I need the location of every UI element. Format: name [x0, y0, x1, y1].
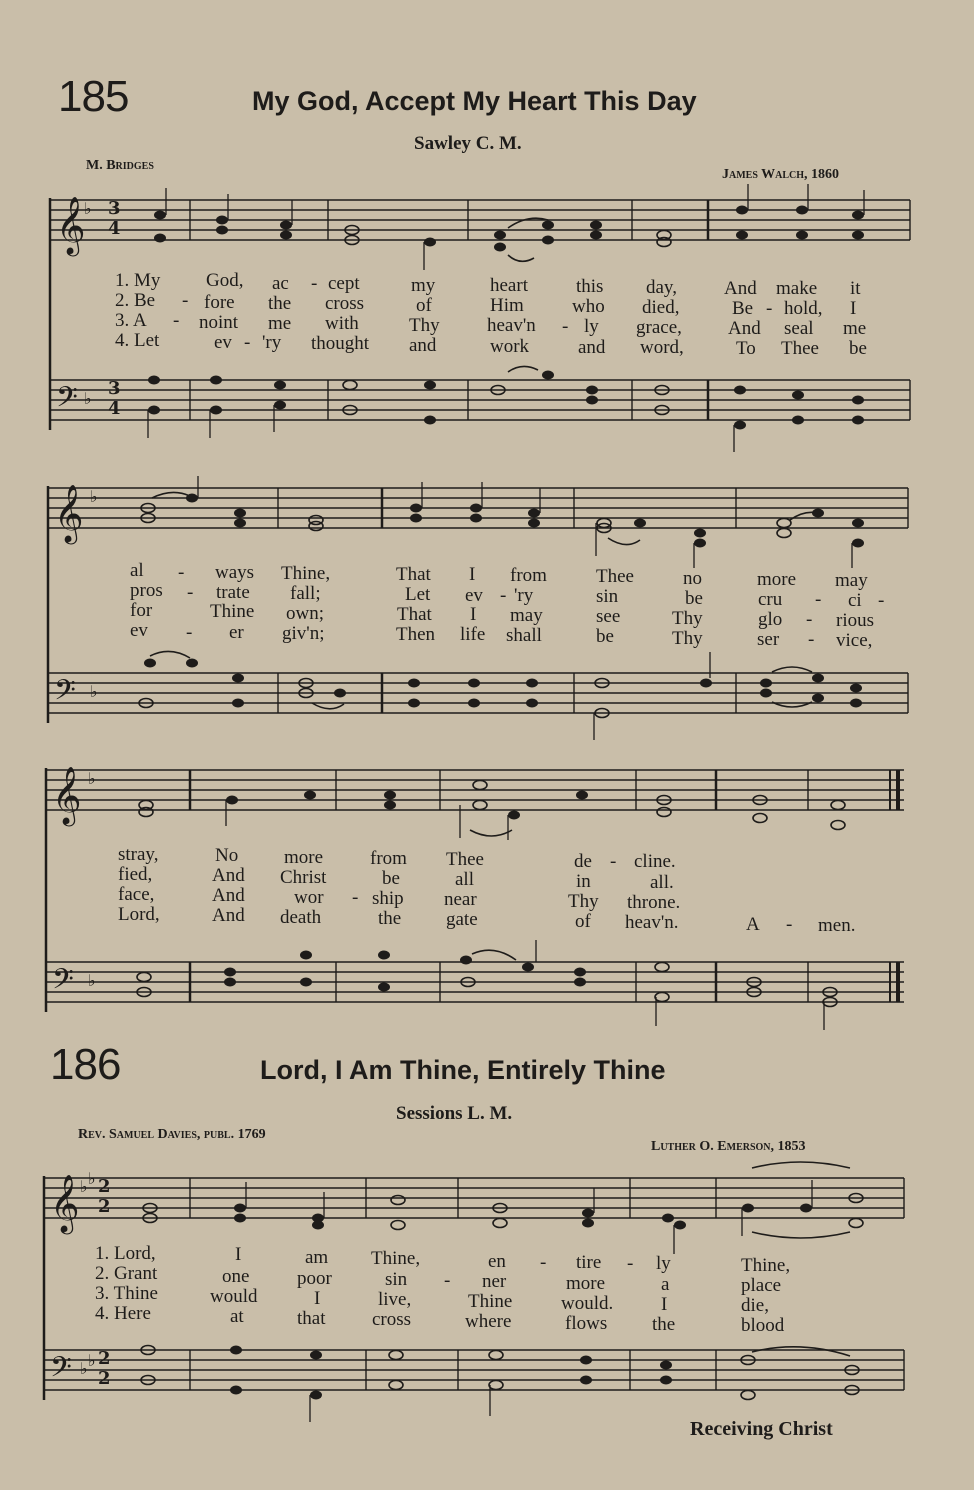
lyric: ac — [272, 273, 289, 294]
hymn-185-composer: James Walch, 1860 — [722, 167, 840, 182]
lyric: - — [610, 851, 617, 872]
lyric: and — [578, 337, 606, 358]
lyric: near — [444, 889, 477, 910]
lyric: fied, — [118, 864, 153, 885]
svg-text:♭: ♭ — [88, 971, 96, 990]
lyric: Thine, — [371, 1248, 421, 1269]
lyric: Thy — [672, 608, 703, 629]
svg-text:2: 2 — [98, 1348, 111, 1369]
lyric: Thee — [781, 338, 819, 359]
lyric: - — [500, 585, 507, 606]
lyric: of — [575, 911, 591, 932]
lyric: place — [741, 1275, 782, 1296]
hymn-185-title: My God, Accept My Heart This Day — [252, 86, 697, 116]
svg-text:♭: ♭ — [84, 199, 92, 218]
lyric: 1. Lord, — [95, 1243, 156, 1264]
lyric: cru — [758, 589, 783, 610]
lyric: I — [314, 1288, 321, 1309]
lyric: where — [465, 1311, 512, 1332]
lyric: 3. Thine — [95, 1283, 158, 1304]
lyric: may — [835, 570, 868, 591]
lyric: at — [230, 1306, 244, 1327]
svg-text:♭: ♭ — [80, 1177, 88, 1196]
lyric: - — [815, 589, 822, 610]
lyric: fall; — [290, 583, 321, 604]
lyric: in — [576, 871, 591, 892]
lyric: be — [849, 338, 867, 359]
lyric: 'ry — [262, 332, 282, 353]
lyric: ly — [656, 1253, 671, 1274]
lyric: hold, — [784, 298, 823, 319]
svg-text:3: 3 — [108, 198, 121, 219]
lyric: stray, — [118, 844, 159, 865]
lyric: word, — [640, 337, 684, 358]
lyric: A — [746, 914, 760, 935]
lyric: gate — [446, 909, 478, 930]
lyric: ci — [848, 590, 862, 611]
lyric: be — [685, 588, 703, 609]
lyric: face, — [118, 884, 155, 905]
lyric: would. — [561, 1293, 614, 1314]
lyric: er — [229, 622, 244, 643]
lyric: ev — [214, 332, 232, 353]
lyric: ser — [757, 629, 780, 650]
lyric: - — [187, 582, 194, 603]
svg-text:4: 4 — [108, 218, 121, 239]
lyric: heart — [490, 275, 528, 296]
lyric: - — [182, 290, 189, 311]
lyric: - — [186, 622, 193, 643]
svg-text:♭: ♭ — [90, 682, 98, 701]
lyric: ly — [584, 316, 599, 337]
lyric: glo — [758, 609, 783, 630]
lyric: no — [683, 568, 702, 589]
lyric: see — [596, 606, 621, 627]
hymn-186-author: Rev. Samuel Davies, publ. 1769 — [78, 1127, 266, 1142]
lyric: more — [284, 847, 324, 868]
lyric: cross — [372, 1309, 412, 1330]
lyric: all — [455, 869, 474, 890]
lyric: - — [627, 1253, 634, 1274]
lyric: thought — [311, 333, 370, 354]
lyric: may — [510, 605, 543, 626]
svg-text:4: 4 — [108, 398, 121, 419]
lyric: tire — [576, 1252, 602, 1273]
lyric: 1. My — [115, 270, 161, 291]
lyric: ner — [482, 1271, 507, 1292]
lyric: giv'n; — [282, 623, 325, 644]
lyric: 4. Here — [95, 1303, 151, 1324]
lyric: Thine, — [741, 1255, 791, 1276]
lyric: Thine, — [281, 563, 331, 584]
lyric: this — [576, 276, 604, 297]
svg-text:𝄞: 𝄞 — [50, 1174, 80, 1232]
hymn-185-number: 185 — [58, 72, 129, 121]
lyric: with — [325, 313, 359, 334]
lyric: I — [469, 564, 476, 585]
lyric: flows — [565, 1313, 608, 1334]
lyric: heav'n — [487, 315, 536, 336]
lyric: poor — [297, 1268, 332, 1289]
svg-text:𝄢: 𝄢 — [52, 963, 74, 1003]
svg-text:♭: ♭ — [88, 1169, 96, 1188]
lyric: am — [305, 1247, 329, 1268]
lyric: more — [566, 1273, 606, 1294]
svg-text:♭: ♭ — [90, 487, 98, 506]
lyric: pros — [130, 580, 163, 601]
lyric: fore — [204, 292, 235, 313]
hymn-186-title: Lord, I Am Thine, Entirely Thine — [260, 1055, 666, 1085]
lyric: - — [444, 1270, 451, 1291]
lyric: al — [130, 560, 144, 581]
lyric: that — [297, 1308, 326, 1329]
lyric: death — [280, 907, 322, 928]
lyric: one — [222, 1266, 250, 1287]
lyric: throne. — [627, 892, 681, 913]
lyric: - — [878, 590, 885, 611]
lyric: ev — [130, 620, 148, 641]
lyric: Him — [490, 295, 524, 316]
section-footer: Receiving Christ — [690, 1418, 833, 1440]
hymn-186-composer: Luther O. Emerson, 1853 — [651, 1139, 806, 1154]
lyric: wor — [294, 887, 324, 908]
lyric: And — [212, 865, 245, 886]
lyric: To — [736, 338, 756, 359]
lyric: en — [488, 1251, 506, 1272]
lyric: 'ry — [514, 585, 534, 606]
lyric: God, — [206, 270, 244, 291]
lyric: make — [776, 278, 818, 299]
lyric: for — [130, 600, 153, 621]
lyric: 2. Grant — [95, 1263, 158, 1284]
lyric: 3. A — [115, 310, 147, 331]
lyric: the — [652, 1314, 676, 1335]
lyric: - — [808, 629, 815, 650]
svg-text:2: 2 — [98, 1368, 111, 1389]
lyric: me — [268, 313, 292, 334]
lyric: cline. — [634, 851, 676, 872]
lyric: men. — [818, 915, 856, 936]
lyric: seal — [784, 318, 814, 339]
lyric: That — [396, 564, 431, 585]
lyric: Be — [732, 298, 754, 319]
lyric: and — [409, 335, 437, 356]
lyric: - — [786, 914, 793, 935]
lyric: Thine — [468, 1291, 513, 1312]
svg-text:♭: ♭ — [88, 1351, 96, 1370]
lyric: And — [212, 885, 245, 906]
svg-text:𝄢: 𝄢 — [56, 381, 78, 421]
svg-text:2: 2 — [98, 1196, 111, 1217]
lyric: who — [572, 296, 605, 317]
lyric: it — [850, 278, 861, 299]
lyric: I — [661, 1294, 668, 1315]
lyric: a — [661, 1274, 670, 1295]
hymn-185-author: M. Bridges — [86, 158, 154, 173]
lyric: shall — [506, 625, 542, 646]
lyric: No — [215, 845, 239, 866]
lyric: the — [378, 908, 402, 929]
lyric: life — [460, 624, 486, 645]
svg-text:♭: ♭ — [84, 389, 92, 408]
lyric: I — [470, 604, 477, 625]
lyric: - — [562, 316, 569, 337]
lyric: died, — [642, 297, 680, 318]
lyric: - — [244, 332, 251, 353]
lyric: Then — [396, 624, 436, 645]
lyric: would — [210, 1286, 258, 1307]
lyric: more — [757, 569, 797, 590]
lyric: - — [766, 298, 773, 319]
lyric: 4. Let — [115, 330, 160, 351]
lyric: Thy — [672, 628, 703, 649]
lyric: I — [235, 1244, 242, 1265]
lyric: of — [416, 295, 432, 316]
lyric: That — [397, 604, 432, 625]
svg-text:♭: ♭ — [80, 1359, 88, 1378]
lyric: the — [268, 293, 292, 314]
svg-text:2: 2 — [98, 1176, 111, 1197]
lyric: de — [574, 851, 592, 872]
lyric: cept — [328, 273, 360, 294]
lyric: all. — [650, 872, 674, 893]
lyric: ship — [372, 888, 404, 909]
lyric: grace, — [636, 317, 682, 338]
lyric: from — [370, 848, 407, 869]
hymn-185-tune: Sawley C. M. — [414, 133, 522, 154]
lyric: 2. Be — [115, 290, 156, 311]
lyric: Lord, — [118, 904, 160, 925]
lyric: ev — [465, 585, 483, 606]
lyric: rious — [836, 610, 874, 631]
lyric: sin — [385, 1269, 408, 1290]
lyric: own; — [286, 603, 324, 624]
lyric: Thy — [568, 891, 599, 912]
hymn-186-number: 186 — [50, 1040, 121, 1089]
lyric: from — [510, 565, 547, 586]
lyric: ways — [215, 562, 255, 583]
lyric: die, — [741, 1295, 769, 1316]
lyric: blood — [741, 1315, 785, 1336]
lyric: - — [311, 273, 318, 294]
lyric: sin — [596, 586, 619, 607]
lyric: live, — [378, 1289, 412, 1310]
lyric: And — [212, 905, 245, 926]
svg-text:𝄞: 𝄞 — [54, 484, 84, 542]
lyric: - — [173, 310, 180, 331]
lyric: - — [352, 887, 359, 908]
hymn-186-tune: Sessions L. M. — [396, 1103, 513, 1124]
lyric: - — [806, 609, 813, 630]
lyric: Christ — [280, 867, 327, 888]
lyric: Thine — [210, 601, 255, 622]
lyric: cross — [325, 293, 365, 314]
lyric: me — [843, 318, 867, 339]
lyric: noint — [199, 312, 239, 333]
svg-text:3: 3 — [108, 378, 121, 399]
svg-text:♭: ♭ — [88, 769, 96, 788]
lyric: - — [540, 1252, 547, 1273]
lyric: Thee — [446, 849, 484, 870]
lyric: work — [490, 336, 530, 357]
lyric: trate — [216, 582, 250, 603]
lyric: And — [728, 318, 761, 339]
lyric: be — [382, 868, 400, 889]
lyric: my — [411, 275, 436, 296]
svg-text:𝄢: 𝄢 — [54, 674, 76, 714]
lyric: And — [724, 278, 757, 299]
lyric: heav'n. — [625, 912, 679, 933]
lyric: day, — [646, 277, 677, 298]
lyric: - — [178, 562, 185, 583]
lyric: Thee — [596, 566, 634, 587]
lyric: be — [596, 626, 614, 647]
lyric: Thy — [409, 315, 440, 336]
lyric: Let — [405, 584, 431, 605]
svg-text:𝄞: 𝄞 — [52, 766, 82, 824]
svg-text:𝄞: 𝄞 — [56, 196, 86, 254]
svg-text:𝄢: 𝄢 — [50, 1351, 72, 1391]
lyric: vice, — [836, 630, 873, 651]
lyric: I — [850, 298, 857, 319]
